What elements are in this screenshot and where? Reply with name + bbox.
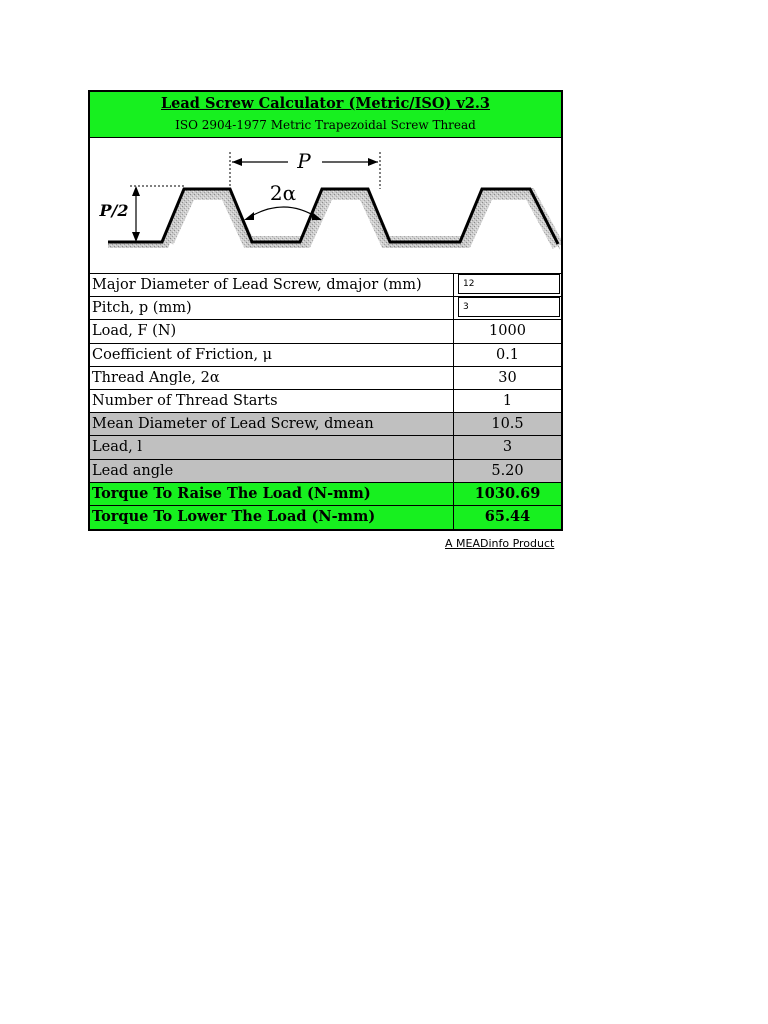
- thread-profile-diagram: [90, 138, 561, 274]
- thread-angle-value[interactable]: 30: [498, 369, 517, 386]
- calculator-header: [90, 92, 561, 138]
- major-diameter-input[interactable]: [458, 274, 560, 294]
- pitch-input[interactable]: [458, 297, 560, 317]
- thread-starts-label: Number of Thread Starts: [90, 390, 454, 412]
- param-row-load: [90, 320, 561, 343]
- mean-diameter-value: 10.5: [454, 413, 561, 435]
- thread-angle-label: Thread Angle, 2α: [90, 367, 454, 389]
- half-pitch-label: P/2: [99, 201, 129, 220]
- input-row-pitch: [90, 297, 561, 320]
- calculator-title: Lead Screw Calculator (Metric/ISO) v2.3: [160, 95, 491, 112]
- friction-label: Coefficient of Friction, μ: [90, 344, 454, 366]
- lead-label: Lead, l: [90, 436, 454, 458]
- thread-starts-value[interactable]: 1: [502, 392, 513, 409]
- lead-angle-label: Lead angle: [90, 460, 454, 482]
- major-diameter-cell: [454, 274, 561, 296]
- mean-diameter-label: Mean Diameter of Lead Screw, dmean: [90, 413, 454, 435]
- param-row-thread-angle: [90, 367, 561, 390]
- computed-row-lead: [90, 436, 561, 459]
- thread-profile-svg: [90, 138, 561, 273]
- computed-row-lead-angle: [90, 460, 561, 483]
- param-row-friction: [90, 344, 561, 367]
- load-value[interactable]: 1000: [489, 323, 526, 340]
- raise-torque-value: 1030.69: [474, 484, 541, 502]
- lower-torque-label: Torque To Lower The Load (N-mm): [90, 506, 454, 529]
- lead-screw-calculator: [88, 90, 563, 531]
- calculator-subtitle: ISO 2904-1977 Metric Trapezoidal Screw Thread: [175, 118, 476, 132]
- lead-value: 3: [454, 436, 561, 458]
- result-row-raise-torque: [90, 483, 561, 506]
- meadinfo-product-link[interactable]: A MEADinfo Product: [445, 537, 555, 550]
- input-row-major-diameter: [90, 274, 561, 297]
- result-row-lower-torque: [90, 506, 561, 529]
- pitch-label: P: [297, 149, 311, 173]
- computed-row-mean-diameter: [90, 413, 561, 436]
- pitch-cell: [454, 297, 561, 319]
- pitch-label-text: Pitch, p (mm): [90, 297, 454, 319]
- lower-torque-value: 65.44: [484, 507, 531, 525]
- major-diameter-label: Major Diameter of Lead Screw, dmajor (mm): [90, 274, 454, 296]
- friction-value[interactable]: 0.1: [495, 346, 520, 363]
- raise-torque-label: Torque To Raise The Load (N-mm): [90, 483, 454, 505]
- param-row-thread-starts: [90, 390, 561, 413]
- lead-angle-value: 5.20: [454, 460, 561, 482]
- load-label: Load, F (N): [90, 320, 454, 342]
- angle-label: 2α: [269, 181, 297, 205]
